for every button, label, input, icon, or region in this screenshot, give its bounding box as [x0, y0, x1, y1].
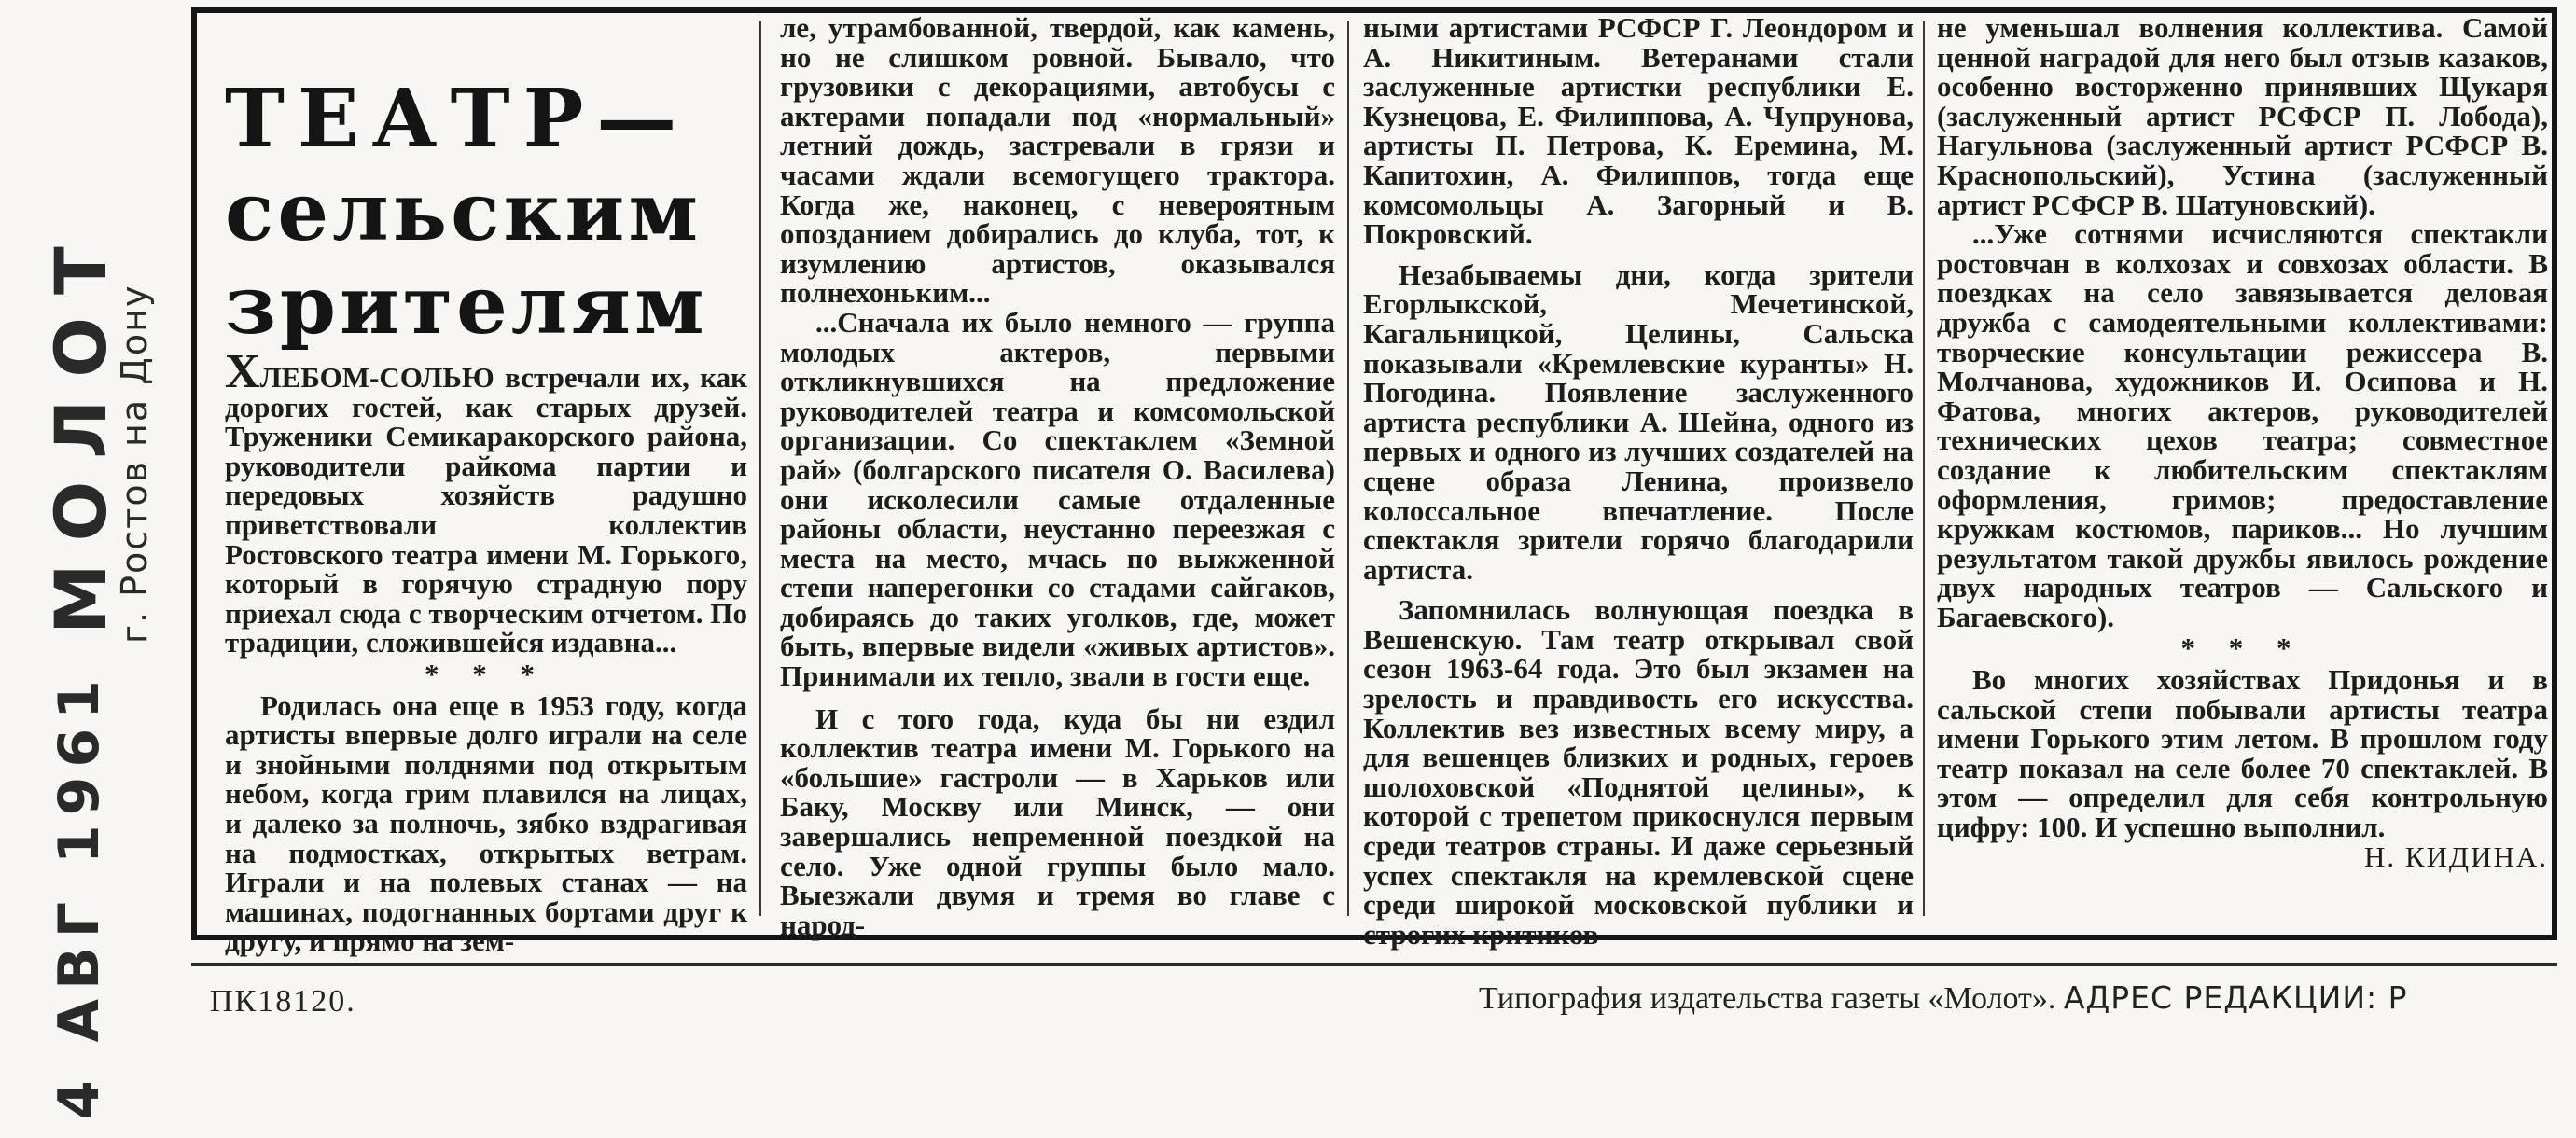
title-line-1: ТЕАТР— [225, 72, 690, 166]
lead-drop-cap: Х [225, 345, 260, 398]
footer-rule [191, 963, 2557, 966]
city-stamp: г. Ростов на Дону [114, 284, 155, 644]
paragraph-2: Родилась она еще в 1953 году, когда артисты впервые долго играли на селе и знойными полднями под открытым небом, когда грим плавился на лицах, и далеко за полночь, зябко вздрагивая на подмостках, открытых ветрам. Играли и на полевых станах — на машинах, подогнанных бортами друг к другу, и прямо на зем- [225, 688, 747, 958]
paragraph-4: ...Сначала их было немного — группа молодых актеров, первыми откликнувшихся на предложение руководителей театра и комсомольской организации. Со спектаклем «Земной рай» (болгарского писателя О. Василева) они исколесили самые отдаленные районы области, неустанно переезжая с места на место, мчась по выжженной степи наперегонки со стадами сайгаков, добираясь до таких уголков, где, может быть, впервые видели «живых артистов». Принимали их тепло, звали в гости еще. [780, 305, 1335, 693]
article-column-2 [780, 11, 1335, 941]
lead-text: ЛЕБОМ-СОЛЬЮ встречали их, как дорогих гостей, как старых друзей. Труженики Семикаракорского района, руководители райкома партии и передовых хозяйств радушно приветствовали коллектив Ростовского театра имени М. Горького, который в горячую страдную пору приехал сюда с творческим отчетом. По традиции, сложившейся издавна... [225, 361, 747, 659]
article-column-1 [225, 26, 747, 958]
column-rule [1347, 21, 1349, 916]
paragraph-7: Незабываемы дни, когда зрители Егорлыкской, Мечетинской, Кагальницкой, Целины, Сальска показывали «Кремлевские куранты» Н. Погодина. Появление заслуженного артиста республики А. Шейна, одного из первых и одного из лучших создателей на сцене образа Ленина, произвело колоссальное впечатление. После спектакля зрители горячо благодарили артиста. [1363, 257, 1914, 586]
section-separator: * * * [425, 657, 548, 690]
paragraph-11: Во многих хозяйствах Придонья и в сальской степи побывали артисты театра имени Горького этим летом. В прошлом году театр показал на селе более 70 спектаклей. В этом — определил для себя контрольную цифру: 100. И успешно выполнил. [1937, 663, 2548, 844]
paragraph-10: ...Уже сотнями исчисляются спектакли ростовчан в колхозах и совхозах области. В поездках на село завязывается деловая дружба с самодеятельными коллективами: творческие консультации режиссера В. Молчанова, художников И. Осипова и Н. Фатова, многих актеров, руководителей технических цехов театра; совместное создание к любительским спектаклям оформления, гримов; предоставление кружкам костюмов, париков... Но лучшим результатом такой дружбы явилось рождение двух народных театров — Сальского и Багаевского). [1937, 217, 2548, 633]
date-stamp: 4 АВГ 1961 [47, 671, 112, 1119]
section-separator-2: * * * [2180, 631, 2304, 665]
paragraph-3: ле, утрамбованной, твердой, как камень, но не слишком ровной. Бывало, что грузовики с декорациями, автобусы с актерами попадали под «нормальный» летний дождь, застревали в грязи и часами ждали всемогущего трактора. Когда же, наконец, с невероятным опозданием добирались до клуба, тот, к изумлению артистов, оказывался полнехоньким... [780, 11, 1335, 310]
author-signature: Н. КИДИНА. [2363, 840, 2548, 873]
paragraph-9: не уменьшал волнения коллектива. Самой ценной наградой для него был отзыв казаков, особенно восторженно принявших Щукаря (заслуженный артист РСФСР П. Лобода), Нагульнова (заслуженный артист РСФСР В. Краснопольский), Устина (заслуженный артист РСФСР В. Шатуновский). [1937, 11, 2548, 221]
paragraph-6: ными артистами РСФСР Г. Леондором и А. Никитиным. Ветеранами стали заслуженные артистки республики Е. Кузнецова, Е. Филиппова, А. Чупрунова, артисты П. Петрова, К. Еремина, М. Капитохин, А. Филиппов, тогда еще комсомольцы А. Загорный и В. Покровский. [1363, 11, 1914, 251]
lead-paragraph [225, 345, 747, 659]
footer-print-code: ПК18120. [210, 984, 356, 1019]
footer-editorial-address: АДРЕС РЕДАКЦИИ: Р [2063, 979, 2408, 1016]
article-frame [191, 7, 2557, 958]
newspaper-name-stamp: МОЛОТ [39, 224, 122, 634]
column-rule [759, 21, 761, 916]
title-line-2: сельским [225, 165, 703, 259]
paragraph-8: Запомнилась волнующая поездка в Вешенскую. Там театр открывал свой сезон 1963-64 года. Это был экзамен на зрелость и правдивость его искусства. Коллектив вез известных всему миру, а для вешенцев близких и родных, героев шолоховской «Поднятой целины», к которой с трепетом прикоснулся первым среди театров страны. И даже серьезный успех спектакля на кремлевской сцене среди широкой московской публики и строгих критиков [1363, 593, 1914, 951]
article-column-3 [1363, 11, 1914, 951]
title-line-3: зрителям [225, 258, 708, 353]
footer-imprint [1479, 979, 2557, 1017]
article-column-4 [1937, 13, 2548, 909]
article-title [225, 73, 747, 353]
footer-printing-house: Типография издательства газеты «Молот». [1479, 981, 2056, 1016]
column-rule [1923, 21, 1925, 916]
paragraph-5: И с того года, куда бы ни ездил коллектив театра имени М. Горького на «большие» гастроли — в Харьков или Баку, Москву или Минск, — они завершались непременной поездкой на село. Уже одной группы было мало. Выезжали двумя и тремя во главе с народ- [780, 701, 1335, 941]
